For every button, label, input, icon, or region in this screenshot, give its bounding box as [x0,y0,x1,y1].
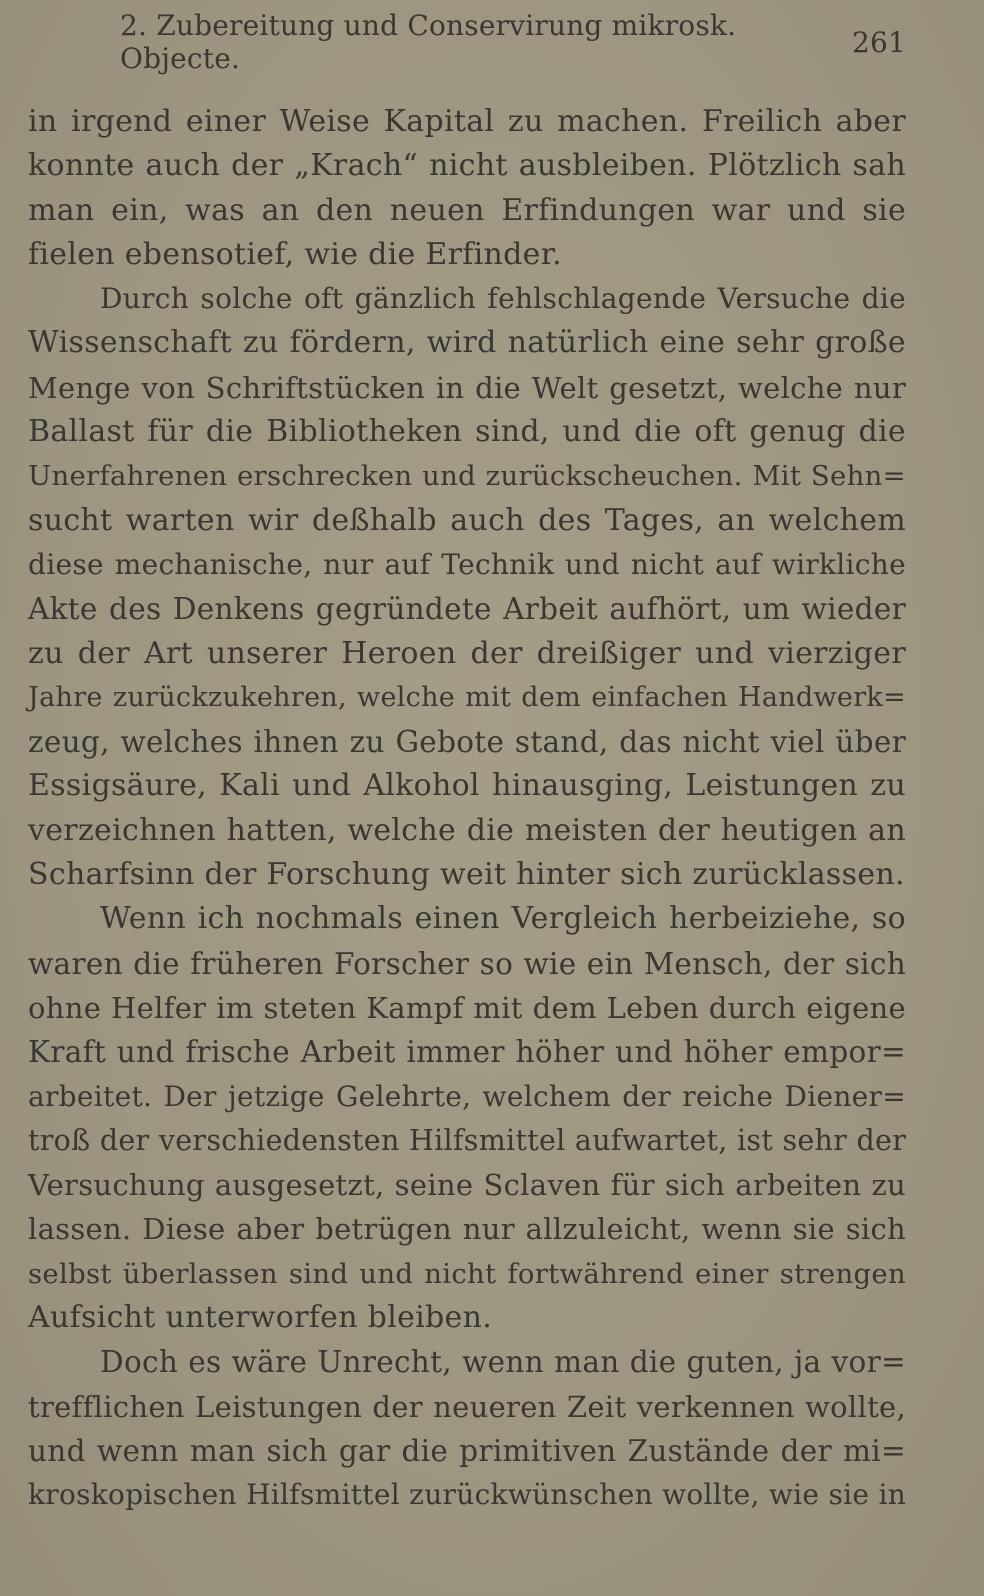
text-line: troß der verschiedensten Hilfsmittel aufwartet, ist sehr der [28,1123,907,1157]
text-line: Versuchung ausgesetzt, seine Sclaven für sich arbeiten zu [28,1168,906,1203]
text-line: Jahre zurückzukehren, welche mit dem einfachen Handwerk= [28,681,906,713]
text-line: Doch es wäre Unrecht, wenn man die guten, ja vor= [100,1345,906,1380]
text-line: und wenn man sich gar die primitiven Zustände der mi= [28,1433,906,1468]
text-line: Ballast für die Bibliotheken sind, und die oft genug die [28,414,906,450]
text-line: sucht warten wir deßhalb auch des Tages, an welchem [28,502,906,538]
text-line: Wenn ich nochmals einen Vergleich herbeiziehe, so [100,901,906,937]
text-line: kroskopischen Hilfsmittel zurückwünschen wollte, wie sie in [28,1478,907,1512]
text-line: Aufsicht unterworfen bleiben. [28,1300,493,1336]
text-line: Menge von Schriftstücken in die Welt gesetzt, welche nur [28,370,906,405]
text-line: Kraft und frische Arbeit immer höher und höher empor= [28,1035,906,1070]
text-line: Wissenschaft zu fördern, wird natürlich eine sehr große [28,325,906,361]
page-number: 261 [851,25,906,59]
text-line: selbst überlassen sind und nicht fortwährend einer strengen [28,1257,906,1290]
text-line: ohne Helfer im steten Kampf mit dem Leben durch eigene [28,990,906,1025]
text-line: fielen ebensotief, wie die Erfinder. [28,236,562,272]
page-header [120,9,906,75]
text-line: Scharfsinn der Forschung weit hinter sich zurücklassen. [28,857,905,893]
text-line: man ein, was an den neuen Erfindungen war und sie [28,192,906,228]
text-line: Essigsäure, Kali und Alkohol hinausging, Leistungen zu [28,768,906,804]
text-line: lassen. Diese aber betrügen nur allzuleicht, wenn sie sich [28,1212,906,1247]
text-line: verzeichnen hatten, welche die meisten der heutigen an [28,812,906,848]
text-line: Durch solche oft gänzlich fehlschlagende Versuche die [100,282,906,316]
text-line: zeug, welches ihnen zu Gebote stand, das nicht viel über [28,725,906,760]
text-line: waren die früheren Forscher so wie ein Mensch, der sich [28,946,906,981]
text-line: diese mechanische, nur auf Technik und nicht auf wirkliche [28,547,906,581]
text-line: konnte auch der „Krach“ nicht ausbleiben. Plötzlich sah [28,148,906,184]
text-line: arbeitet. Der jetzige Gelehrte, welchem der reiche Diener= [28,1079,906,1113]
body-text [28,100,906,1518]
running-title: 2. Zubereitung und Conservirung mikrosk. Objecte. [120,9,737,75]
text-line: trefflichen Leistungen der neueren Zeit verkennen wollte, [28,1389,906,1424]
text-line: zu der Art unserer Heroen der dreißiger und vierziger [28,635,906,671]
text-line: Akte des Denkens gegründete Arbeit aufhört, um wieder [28,592,906,627]
text-line: Unerfahrenen erschrecken und zurückscheuchen. Mit Sehn= [28,460,906,493]
text-line: in irgend einer Weise Kapital zu machen. Freilich aber [28,104,906,139]
